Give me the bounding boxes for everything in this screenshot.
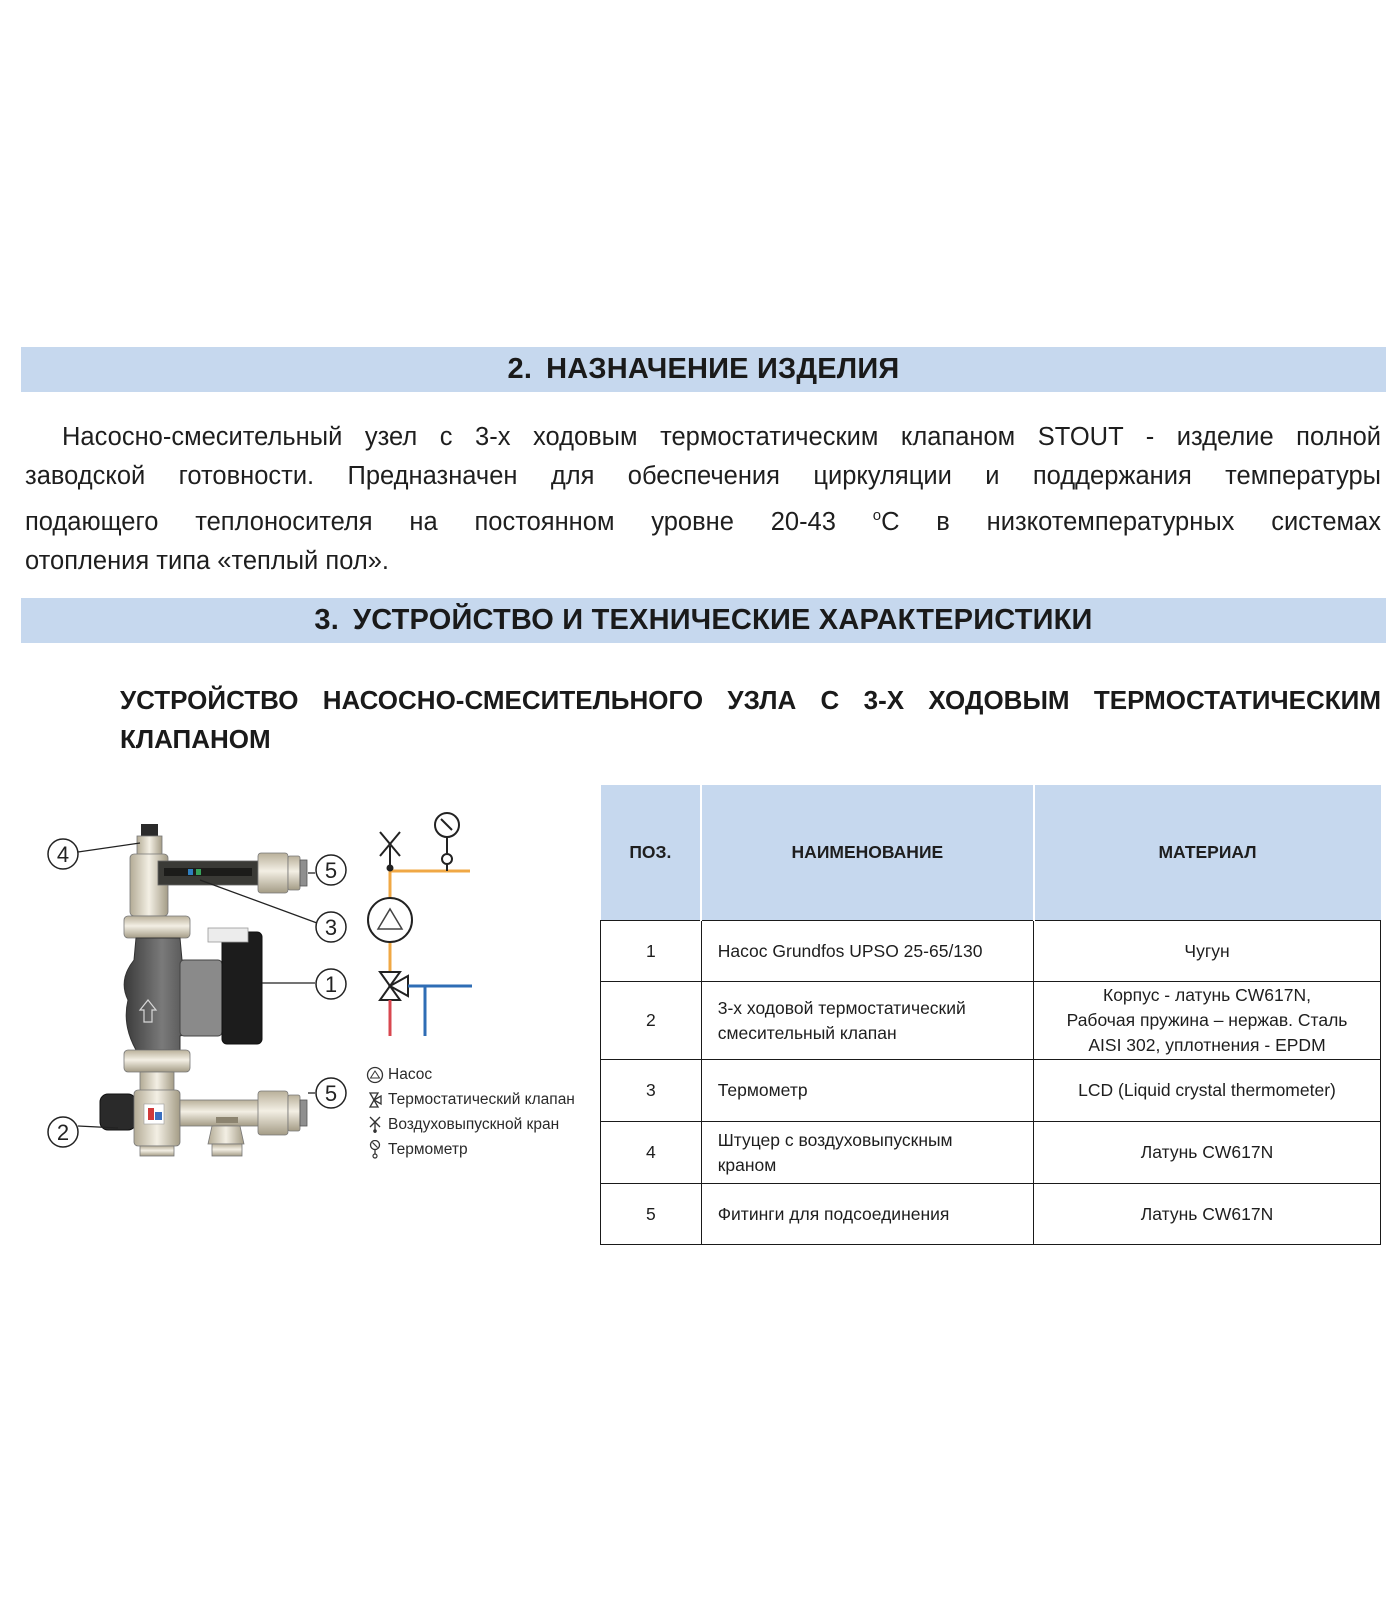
air-vent-symbol-icon bbox=[366, 1116, 384, 1134]
thermostatic-valve-symbol-icon bbox=[366, 1091, 384, 1109]
paragraph-line-text: подающего теплоносителя на постоянном уровне 20-43 bbox=[25, 508, 836, 536]
svg-text:5: 5 bbox=[324, 858, 338, 883]
callout-5-upper bbox=[316, 855, 346, 885]
paragraph-line bbox=[25, 496, 1381, 542]
header-position: ПОЗ. bbox=[601, 785, 702, 921]
legend-item-air-vent bbox=[366, 1112, 575, 1137]
subheading-line: УСТРОЙСТВО НАСОСНО-СМЕСИТЕЛЬНОГО УЗЛА С 3-Х ХОДОВЫМ ТЕРМОСТАТИЧЕСКИМ bbox=[120, 685, 1381, 715]
air-vent-fitting bbox=[137, 824, 162, 856]
cell-position: 2 bbox=[601, 982, 702, 1060]
pump-symbol-icon bbox=[366, 1066, 384, 1084]
table-row bbox=[601, 1060, 1381, 1122]
cell-material bbox=[1034, 1184, 1381, 1245]
cell-material bbox=[1034, 982, 1381, 1060]
section-3-header bbox=[21, 598, 1386, 643]
cell-name-line: краном bbox=[717, 1154, 777, 1175]
cell-name-line: смесительный клапан bbox=[717, 1022, 897, 1043]
callout-1 bbox=[316, 969, 346, 999]
table-row bbox=[601, 921, 1381, 982]
schematic-legend bbox=[366, 1062, 575, 1162]
hydraulic-schematic bbox=[368, 813, 472, 1036]
cell-name-line: 3-х ходовой термостатический bbox=[717, 997, 966, 1018]
paragraph-line: отопления типа «теплый пол». bbox=[25, 547, 389, 575]
legend-item-pump bbox=[366, 1062, 575, 1087]
cell-position: 4 bbox=[601, 1122, 702, 1184]
components-table bbox=[600, 785, 1381, 1245]
cell-name bbox=[701, 1184, 1033, 1245]
cell-material bbox=[1034, 921, 1381, 982]
callout-2 bbox=[48, 1117, 78, 1147]
legend-item-thermostatic-valve bbox=[366, 1087, 575, 1112]
table-row bbox=[601, 982, 1381, 1060]
paragraph-line-tail: в низкотемпературных системах bbox=[936, 508, 1381, 536]
header-name: НАИМЕНОВАНИЕ bbox=[701, 785, 1033, 921]
table-row bbox=[601, 1184, 1381, 1245]
svg-text:2: 2 bbox=[56, 1120, 70, 1145]
thermometer-pipe bbox=[158, 861, 258, 885]
section-3-title-text: УСТРОЙСТВО И ТЕХНИЧЕСКИЕ ХАРАКТЕРИСТИКИ bbox=[352, 604, 1093, 636]
cell-material-line: Латунь CW617N bbox=[1140, 1142, 1274, 1162]
lower-union-nut bbox=[124, 1050, 190, 1072]
degree-sign: о bbox=[872, 507, 882, 524]
thermostatic-valve bbox=[100, 1090, 180, 1156]
cell-name bbox=[701, 921, 1033, 982]
cell-name-line: Термометр bbox=[717, 1080, 808, 1100]
device-subheading bbox=[120, 681, 1381, 759]
thermometer-symbol-icon bbox=[366, 1140, 384, 1160]
legend-label: Термометр bbox=[388, 1140, 468, 1158]
callout-4 bbox=[48, 839, 78, 869]
cell-material-line: Рабочая пружина – нержав. Сталь bbox=[1066, 1010, 1348, 1030]
section-3-number: 3. bbox=[314, 604, 339, 636]
subheading-line: КЛАПАНОМ bbox=[120, 724, 271, 754]
pump bbox=[124, 928, 262, 1050]
cell-material-line: AISI 302, уплотнения - EPDM bbox=[1088, 1035, 1326, 1055]
svg-text:3: 3 bbox=[324, 915, 338, 940]
pump-symbol-icon bbox=[368, 898, 412, 942]
pump-mixing-unit-diagram bbox=[40, 810, 600, 1190]
union-nut bbox=[124, 916, 190, 938]
lower-fitting bbox=[258, 1091, 307, 1135]
cell-material-line: Корпус - латунь CW617N, bbox=[1103, 985, 1312, 1005]
cell-name bbox=[701, 1060, 1033, 1122]
thermometer-symbol-icon bbox=[435, 813, 459, 871]
purpose-paragraph bbox=[25, 418, 1381, 581]
header-material: МАТЕРИАЛ bbox=[1034, 785, 1381, 921]
paragraph-line: Насосно-смесительный узел с 3-х ходовым термостатическим клапаном STOUT - изделие полной bbox=[62, 423, 1381, 451]
callout-3 bbox=[316, 912, 346, 942]
cell-material-line: LCD (Liquid crystal thermometer) bbox=[1078, 1080, 1336, 1100]
cell-name-line: Штуцер с воздуховыпускным bbox=[717, 1129, 953, 1150]
three-way-valve-symbol-icon bbox=[380, 972, 408, 1000]
cell-material-line: Латунь CW617N bbox=[1140, 1203, 1274, 1224]
section-2-title bbox=[508, 353, 900, 386]
legend-item-thermometer bbox=[366, 1137, 575, 1162]
table-header-row bbox=[601, 785, 1381, 921]
air-vent-symbol-icon bbox=[380, 832, 400, 872]
cell-material bbox=[1034, 1122, 1381, 1184]
cell-name bbox=[701, 982, 1033, 1060]
cell-name-line: Фитинги для подсоединения bbox=[717, 1203, 950, 1224]
section-2-header bbox=[21, 347, 1386, 392]
svg-text:1: 1 bbox=[324, 972, 338, 997]
degree-unit: С bbox=[881, 508, 900, 536]
cell-material bbox=[1034, 1060, 1381, 1122]
section-2-number: 2. bbox=[507, 353, 533, 385]
svg-text:4: 4 bbox=[56, 842, 70, 867]
cell-position: 3 bbox=[601, 1060, 702, 1122]
svg-text:5: 5 bbox=[324, 1081, 338, 1106]
table-row bbox=[601, 1122, 1381, 1184]
cell-position: 1 bbox=[601, 921, 702, 982]
cell-name-line: Насос Grundfos UPSO 25-65/130 bbox=[717, 940, 983, 961]
cell-position: 5 bbox=[601, 1184, 702, 1245]
legend-label: Воздуховыпускной кран bbox=[388, 1115, 560, 1133]
section-2-title-text: НАЗНАЧЕНИЕ ИЗДЕЛИЯ bbox=[546, 353, 900, 385]
legend-label: Термостатический клапан bbox=[388, 1090, 575, 1108]
cell-material-line: Чугун bbox=[1184, 940, 1230, 961]
cell-name bbox=[701, 1122, 1033, 1184]
callout-5-lower bbox=[316, 1078, 346, 1108]
upper-fitting bbox=[258, 853, 307, 893]
paragraph-line: заводской готовности. Предназначен для обеспечения циркуляции и поддержания температуры bbox=[25, 462, 1381, 490]
section-3-title bbox=[314, 604, 1092, 637]
legend-label: Насос bbox=[388, 1065, 433, 1083]
